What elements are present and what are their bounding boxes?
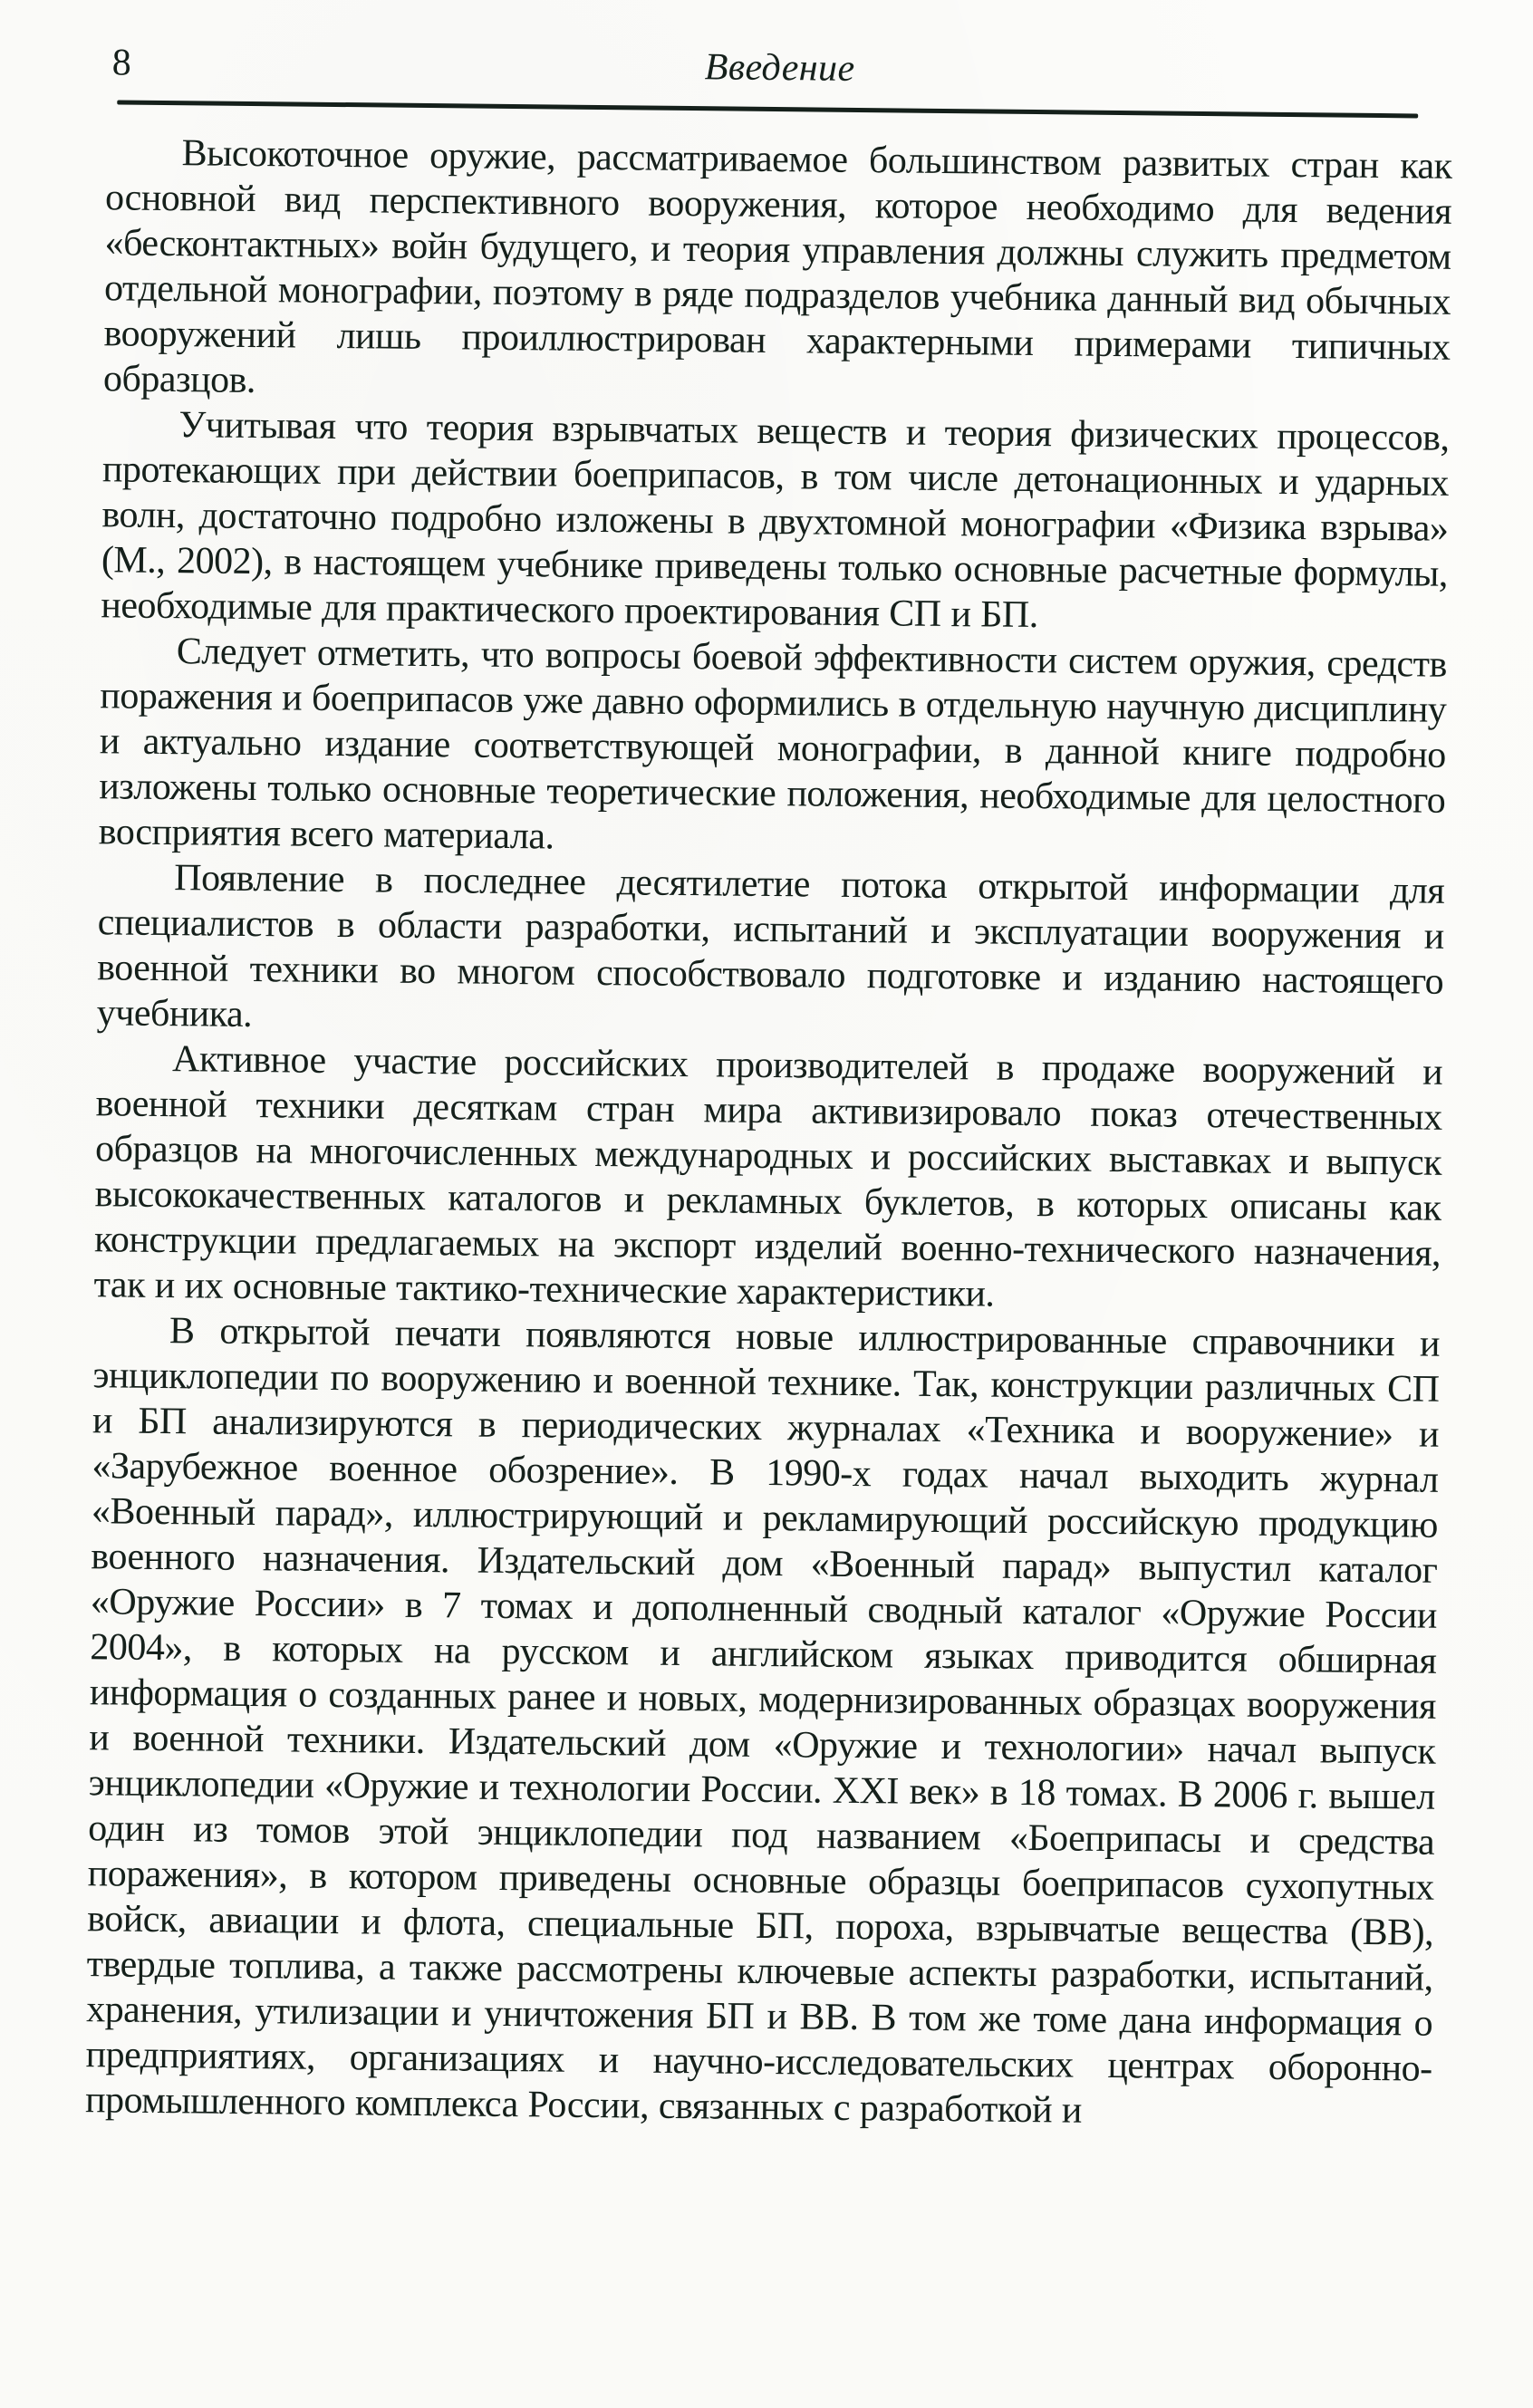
page-body — [85, 130, 1452, 2136]
paragraph: Следует отметить, что вопросы боевой эффективности систем оружия, средств поражения и боеприпасов уже давно оформились в отдельную научную дисциплину и актуально издание соответствующей монографии, в данной книге подробно изложены только основные теоретические положения, необходимые для целостного восприятия всего материала. — [98, 631, 1448, 858]
page-number: 8 — [111, 42, 131, 84]
paragraph: Учитывая что теория взрывчатых веществ и теория физических процессов, протекающих при действии боеприпасов, в том числе детонационных и ударных волн, достаточно подробно изложены в двухтомной монографии «Физика взрыва» (М., 2002), в настоящем учебнике приведены только основные расчетные формулы, необходимые для практического проектирования СП и БП. — [101, 404, 1450, 637]
header-rule-divider — [117, 100, 1418, 118]
paragraph: В открытой печати появляются новые иллюстрированные справочники и энциклопедии по вооружению и военной технике. Так, конструкции различных СП и БП анализируются в периодических журналах «Техника и вооружение» и «Зарубежное военное обозрение». В 1990-х годах начал выходить журнал «Военный парад», иллюстрирующий и рекламирующий российскую продукцию военного назначения. Издательский дом «Военный парад» выпустил каталог «Оружие России» в 7 томах и дополненный сводный каталог «Оружие России 2004», в которых на русском и английском языках приводится обширная информация о созданных ранее и новых, модернизированных образцах вооружения и военной техники. Издательский дом «Оружие и технологии» начал выпуск энциклопедии «Оружие и технологии России. XXI век» в 18 томах. В 2006 г. вышел один из томов этой энциклопедии под названием «Боеприпасы и средства поражения», в котором приведены основные образцы боеприпасов сухопутных войск, авиации и флота, специальные БП, пороха, взрывчатые вещества (ВВ), твердые топлива, а также рассмотрены ключевые аспекты разработки, испытаний, хранения, утилизации и уничтожения БП и ВВ. В том же томе дана информация о предприятиях, организациях и научно-исследовательских центрах оборонно-промышленного комплекса России, связанных с разработкой и — [84, 1310, 1441, 2132]
running-title: Введение — [704, 46, 855, 90]
paragraph: Появление в последнее десятилетие потока открытой информации для специалистов в области разработки, испытаний и эксплуатации вооружения и военной техники во многом способствовало подготовке и изданию настоящего учебника. — [96, 857, 1445, 1036]
paragraph: Активное участие российских производителей в продаже вооружений и военной техники десяткам стран мира активизировало показ отечественных образцов на многочисленных международных и российских выставках и выпуск высококачественных каталогов и рекламных буклетов, в которых описаны как конструкции предлагаемых на экспорт изделий военно-технического назначения, так и их основные тактико-технические характеристики. — [93, 1038, 1443, 1315]
page-header — [106, 34, 1453, 101]
paragraph: Высокоточное оружие, рассматриваемое большинством развитых стран как основной вид перспективного вооружения, которое необходимо для ведения «бесконтактных» войн будущего, и теория управления должны служить предметом отдельной монографии, поэтому в ряде подразделов учебника данный вид обычных вооружений лишь проиллюстрирован характерными примерами типичных образцов. — [102, 132, 1452, 402]
